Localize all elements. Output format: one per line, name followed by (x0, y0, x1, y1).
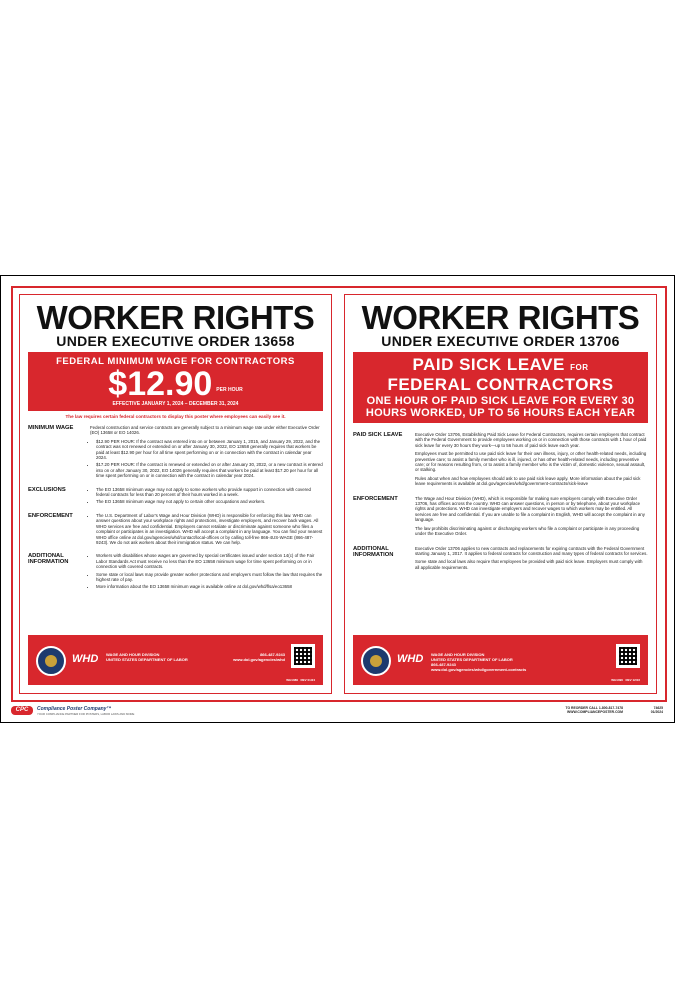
cpc-logo: CPC (11, 706, 33, 715)
paragraph: Employees must be permitted to use paid sick leave for their own illness, injury, or other health-related needs, including preventive care; to assist a family member who is ill, injured, or has other health-related needs, including preventive care; or for reasons resulting from, or to assist a family member who is the victim of, domestic violence, sexual assault, or stalking. (415, 451, 647, 473)
phone: 866-487-9243 (260, 652, 285, 657)
reorder-info (565, 706, 623, 714)
section-label: ENFORCEMENT (353, 495, 398, 502)
paragraph: Executive Order 13706, Establishing Paid Sick Leave for Federal Contractors, requires certain employers that contract with the Federal Government to provide employees working on or in connection with those contracts with 1 hour of paid sick leave for every 30 hours they work—up to 56 hours of paid sick leave each year. (415, 432, 647, 448)
bullet-list (90, 439, 323, 479)
section-label (353, 546, 415, 574)
publisher-bar (11, 706, 663, 718)
revision: REV 12/16 (625, 678, 640, 682)
banner-subtitle: ONE HOUR OF PAID SICK LEAVE FOR EVERY 30 HOURS WORKED, UP TO 56 HOURS EACH YEAR (365, 395, 636, 419)
section-text (90, 553, 323, 591)
banner-heading: FEDERAL MINIMUM WAGE FOR CONTRACTORS (56, 356, 295, 367)
section-text (415, 546, 648, 574)
section-label: EXCLUSIONS (28, 486, 66, 493)
paragraph: Federal construction and service contracts are generally subject to a minimum wage rate under either Executive Order (EO) 13658 or EO 14026. (90, 425, 320, 436)
section-text (90, 487, 323, 507)
left-subtitle: UNDER EXECUTIVE ORDER 13658 (56, 333, 295, 349)
section-text (90, 513, 323, 547)
paragraph: Some state and local laws also require that employees be provided with paid sick leave. Employers must comply with all applicable requirements. (415, 559, 643, 570)
wage-row (32, 367, 319, 401)
revision: REV 01/24 (300, 678, 315, 682)
section-enforcement (28, 513, 323, 547)
label-line: ADDITIONAL (28, 553, 64, 560)
website: www.dol.gov/agencies/whd/government-contracts (431, 667, 527, 672)
left-title: WORKER RIGHTS (36, 299, 315, 336)
contact-info (233, 652, 285, 662)
paid-sick-leave-banner (353, 352, 648, 423)
list-item: • $17.20 PER HOUR: If the contract is renewed or extended on or after January 30, 2022, or a new contract is entered into on or after January 30, 2022, EO 14026 generally requires that workers be paid at least $17.20 per hour for all time spent performing on or in connection with the contract in calendar year 2024. (96, 462, 323, 478)
agency-line: WAGE AND HOUR DIVISION (106, 652, 160, 657)
section-label: PAID SICK LEAVE (353, 432, 403, 438)
list-item: • The EO 13658 minimum wage may not apply to some workers who provide support in connection with covered federal contracts for less than 20 percent of their hours worked in a week. (96, 487, 323, 498)
form-number: WH1090 (611, 678, 623, 682)
label-line: ADDITIONAL (353, 545, 389, 552)
section-label: MINIMUM WAGE (28, 425, 74, 431)
dol-seal-icon (36, 646, 66, 676)
eo13658-panel (19, 294, 332, 694)
reorder-phone: TO REORDER CALL 1-800-817-7478 (565, 706, 623, 710)
section-text (415, 496, 648, 540)
bullet-list (90, 513, 323, 545)
effective-dates: EFFECTIVE JANUARY 1, 2024 – DECEMBER 31, 2024 (112, 401, 239, 407)
dol-seal-icon (361, 646, 391, 676)
banner-title (359, 356, 642, 376)
qr-code-icon (291, 644, 315, 668)
whd-logo: WHD (72, 653, 99, 665)
reorder-website: WWW.COMPLIANCEPOSTER.COM (567, 710, 623, 715)
wage-unit: PER HOUR (216, 387, 243, 393)
poster-date: 01/2024 (650, 710, 663, 715)
phone: 866-487-9243 (431, 662, 456, 667)
list-item: • More information about the EO 13658 minimum wage is available online at dol.gov/whd/flsa/eo13658 (96, 584, 323, 589)
banner-for: FOR (570, 363, 589, 372)
section-enforcement (353, 496, 648, 540)
poster-codes (651, 706, 663, 714)
paragraph: Executive Order 13706 applies to new contracts and replacements for expiring contracts with the Federal Government starting January 1, 2017. It applies to federal contracts for construction and many types of federal contracts for services. (415, 545, 648, 556)
qr-code-icon (616, 644, 640, 668)
right-footer (353, 635, 648, 685)
whd-logo: WHD (397, 653, 424, 665)
form-number: WH1089 (286, 678, 298, 682)
poster-frame (11, 286, 667, 702)
bullet-list (90, 553, 323, 589)
right-subtitle: UNDER EXECUTIVE ORDER 13706 (381, 333, 620, 349)
poster-number: 74625 (653, 706, 663, 710)
banner-main2: FEDERAL CONTRACTORS (387, 375, 614, 394)
section-text (90, 425, 323, 481)
section-label: ENFORCEMENT (28, 512, 73, 519)
list-item: • $12.90 PER HOUR: If the contract was entered into on or between January 1, 2015, and January 29, 2022, and the contract was not renewed or extended on or after January 30, 2022, EO 13658 generally requires that workers be paid at least $12.90 per hour for all time spent performing on or in connection with the contract in calendar year 2024. (96, 439, 323, 461)
form-codes (286, 678, 315, 682)
company-name: Compliance Poster Company™ (37, 706, 112, 712)
paragraph: The law prohibits discriminating against or discharging workers who file a complaint or participate in any proceeding under the Executive Order. (415, 525, 640, 537)
agency-line: UNITED STATES DEPARTMENT OF LABOR (431, 657, 513, 662)
minimum-wage-banner (28, 352, 323, 411)
agency-name (431, 652, 526, 672)
eo13706-panel (344, 294, 657, 694)
company-tagline: YOUR COMPLIANCE PARTNER FOR POSTERS, LABOR LAWS AND MORE (37, 712, 135, 716)
label-line: INFORMATION (28, 559, 69, 566)
section-additional-information (28, 553, 323, 591)
agency-line: WAGE AND HOUR DIVISION (431, 652, 485, 657)
section-additional-information (353, 546, 648, 574)
label-line: INFORMATION (353, 551, 394, 558)
section-minimum-wage (28, 425, 323, 481)
section-text (415, 432, 648, 490)
section-exclusions (28, 487, 323, 507)
form-codes (611, 678, 640, 682)
right-title: WORKER RIGHTS (361, 299, 640, 336)
left-footer (28, 635, 323, 685)
list-item: • The U.S. Department of Labor's Wage and Hour Division (WHD) is responsible for enforcing this law. WHD can answer questions about your workplace rights and protections, investigate employers, and recover back wages. All WHD services are free and confidential. Employers cannot retaliate or discriminate against someone who files a complaint or participates in an investigation. WHD will accept a complaint in any language. You can find your nearest WHD office online at dol.gov/agencies/whd/contact/local-offices or by calling toll-free 866-4US-WAGE (866-487-9243). We do not ask workers about their immigration status. We can help. (96, 513, 323, 545)
agency-line: UNITED STATES DEPARTMENT OF LABOR (106, 657, 188, 662)
list-item: • Workers with disabilities whose wages are governed by special certificates issued under section 14(c) of the Fair Labor Standards Act must receive no less than the EO 13658 minimum wage for time spent performing on or in connection with covered contracts. (96, 553, 323, 569)
banner-main: PAID SICK LEAVE (412, 355, 565, 374)
website: www.dol.gov/agencies/whd (233, 657, 285, 662)
poster (0, 275, 675, 723)
list-item: • The EO 13658 minimum wage may not apply to certain other occupations and workers. (96, 499, 323, 504)
display-requirement: The law requires certain federal contractors to display this poster where employees can easily see it. (65, 414, 286, 419)
list-item: • Some state or local laws may provide greater worker protections and employers must follow the law that requires the highest rate of pay. (96, 572, 323, 583)
paragraph: Rules about when and how employees should ask to use paid sick leave apply. More information about the paid sick leave requirements is available at dol.gov/agencies/whd/government-contracts/sick-leave (415, 475, 641, 487)
section-paid-sick-leave (353, 432, 648, 490)
bullet-list (90, 487, 323, 505)
agency-name (106, 652, 188, 662)
section-label (28, 553, 90, 591)
wage-amount: $12.90 (108, 365, 213, 403)
paragraph: The Wage and Hour Division (WHD), which is responsible for making sure employers comply with Executive Order 13706, has offices across the country. WHD can answer questions, in person or by telephone, about your workplace rights and protections. WHD can investigate employers and recover wages to which workers may be entitled. All services are free and confidential. If you are unable to file a complaint in English, WHD will accept the complaint in any language. (415, 495, 645, 523)
